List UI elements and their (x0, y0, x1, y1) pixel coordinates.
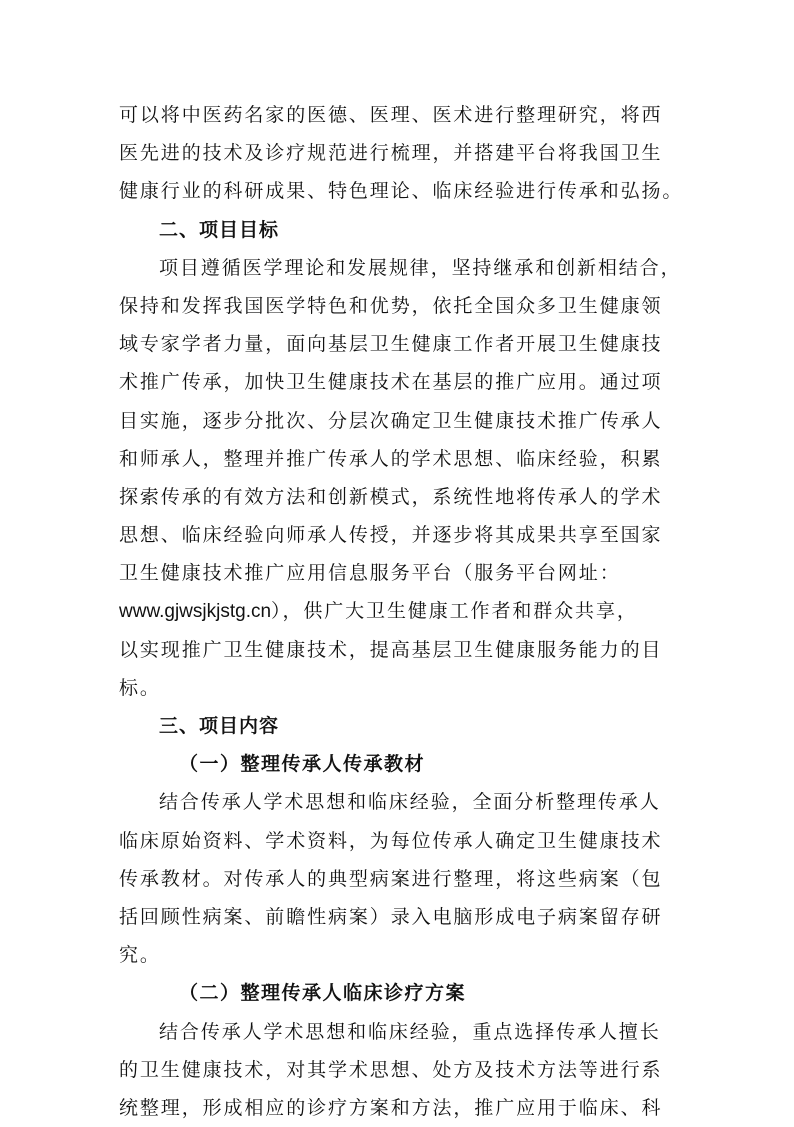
treatment-plans-paragraph (119, 1013, 675, 1127)
text-line: 可以将中医药名家的医德、医理、医术进行整理研究，将西 (119, 96, 675, 134)
text-line: 临床原始资料、学术资料，为每位传承人确定卫生健康技术 (119, 822, 675, 860)
text-line: 结合传承人学术思想和临床经验，全面分析整理传承人 (119, 783, 675, 821)
text-line: 目实施，逐步分批次、分层次确定卫生健康技术推广传承人 (119, 402, 675, 440)
text-line: 术推广传承，加快卫生健康技术在基层的推广应用。通过项 (119, 363, 675, 401)
text-line: 探索传承的有效方法和创新模式，系统性地将传承人的学术 (119, 478, 675, 516)
text-line: 医先进的技术及诊疗规范进行梳理，并搭建平台将我国卫生 (119, 134, 675, 172)
text-line: 以实现推广卫生健康技术，提高基层卫生健康服务能力的目 (119, 631, 675, 669)
subsection-heading-materials: （一）整理传承人传承教材 (119, 745, 675, 783)
intro-paragraph (119, 96, 675, 211)
subsection-heading-treatment-plans: （二）整理传承人临床诊疗方案 (119, 974, 675, 1012)
text-line: 传承教材。对传承人的典型病案进行整理，将这些病案（包 (119, 860, 675, 898)
platform-url: www.gjwsjkjstg.cn (119, 601, 271, 622)
text-line: 项目遵循医学理论和发展规律，坚持继承和创新相结合， (119, 249, 675, 287)
text-line: 结合传承人学术思想和临床经验，重点选择传承人擅长 (119, 1013, 675, 1051)
text-line: 思想、临床经验向师承人传授，并逐步将其成果共享至国家 (119, 516, 675, 554)
text-line: 卫生健康技术推广应用信息服务平台（服务平台网址： (119, 554, 675, 592)
section-heading-goals: 二、项目目标 (119, 211, 675, 249)
section-heading-content: 三、项目内容 (119, 707, 675, 745)
text-line: 标。 (119, 669, 675, 707)
text-line: 统整理，形成相应的诊疗方案和方法，推广应用于临床、科 (119, 1089, 675, 1127)
text-line: 的卫生健康技术，对其学术思想、处方及技术方法等进行系 (119, 1051, 675, 1089)
goals-paragraph (119, 249, 675, 707)
url-tail-text: ），供广大卫生健康工作者和群众共享， (271, 600, 638, 622)
text-line: 和师承人，整理并推广传承人的学术思想、临床经验，积累 (119, 440, 675, 478)
text-line: 括回顾性病案、前瞻性病案）录入电脑形成电子病案留存研 (119, 898, 675, 936)
materials-paragraph (119, 783, 675, 974)
text-line: 保持和发挥我国医学特色和优势，依托全国众多卫生健康领 (119, 287, 675, 325)
text-line-with-url (119, 592, 675, 630)
text-line: 域专家学者力量，面向基层卫生健康工作者开展卫生健康技 (119, 325, 675, 363)
document-body (119, 96, 675, 1127)
text-line: 究。 (119, 936, 675, 974)
text-line: 健康行业的科研成果、特色理论、临床经验进行传承和弘扬。 (119, 172, 675, 210)
